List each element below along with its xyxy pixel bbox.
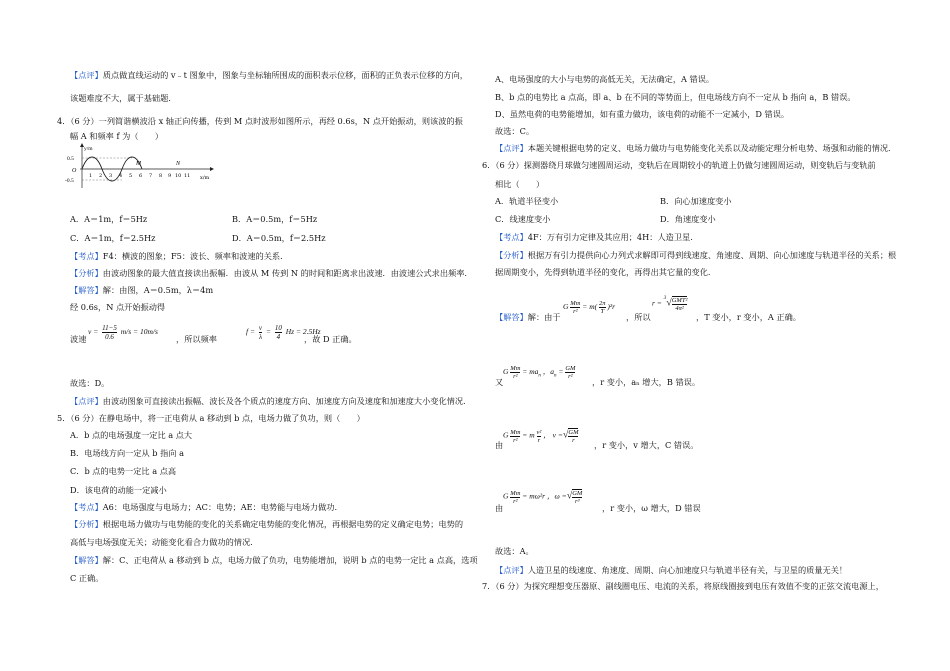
q6-formula-1: G $\frac{Mm}{\text{r²}}$ = m( $\frac{2\pi}{T}$ )²r <box>563 300 616 315</box>
q4-dianping: 【点评】由波动图象可直接读出振幅、波长及各个质点的速度方向、加速度方向及速度和加速度大小变化情况. <box>70 396 466 406</box>
q5-jieda: 【解答】解：C、正电荷从 a 移动到 b 点，电场力做了负功，电势能增加，说明 b 点的电势一定比 a 点高，选项 <box>70 555 478 565</box>
graph-y-tick-top: 0.5 <box>67 156 74 162</box>
question-4-stem-2: 幅 A 和频率 f 为（ ） <box>70 131 164 141</box>
q5-option-d: D．该电荷的动能一定减小 <box>70 485 167 495</box>
q6-dianping: 【点评】人造卫星的线速度、角速度、周期、向心加速度只与轨道半径有关，与卫星的质量无关！ <box>495 565 848 575</box>
q4-option-d: D．A＝0.5m，f＝2.5Hz <box>232 233 326 243</box>
q5-jieda-2: C 正确。 <box>70 573 104 583</box>
q6-answer: 故选：A。 <box>495 546 534 556</box>
graph-x-label: x/m <box>200 175 210 181</box>
q6-jieda: 【解答】解：由于 <box>495 312 561 322</box>
graph-x-tick-3: 3 <box>109 173 113 179</box>
graph-point-m: M <box>136 161 141 167</box>
q6-line3-tail: ，r 变小，v 增大，C 错误。 <box>594 440 699 450</box>
q6-line2-tail: ，r 变小，aₙ 增大，B 错误。 <box>592 377 701 387</box>
freq-label: ，所以频率 <box>176 334 217 344</box>
q4-option-b: B．A＝0.5m，f＝5Hz <box>232 214 318 224</box>
q6-fenxi-2: 据周期变小，先得到轨道半径的变化，再得出其它量的变化. <box>495 267 711 277</box>
wave-graph <box>62 143 222 191</box>
question-5-stem: 5．（6 分）在静电场中，将一正电荷从 a 移动到 b 点，电场力做了负功，则（ ） <box>57 413 365 423</box>
frequency-formula: f = $\frac{v}{\lambda}$ = $\frac{10}{4}$ Hz = 2.5Hz <box>246 324 321 341</box>
graph-x-tick-4: 4 <box>119 173 123 179</box>
q5-analysis-b: B、b 点的电势比 a 点高，即 a、b 在不同的等势面上，但电场线方向不一定从 b 指向 a，B 错误。 <box>495 92 856 102</box>
q4-kaodian: 【考点】F4：横波的图象；F5：波长、频率和波速的关系. <box>70 251 283 261</box>
q4-answer: 故选：D。 <box>70 378 110 388</box>
question-6-stem-2: 相比（ ） <box>495 179 545 189</box>
review-tag: 【点评】 <box>70 70 103 80</box>
q5-answer: 故选：C。 <box>495 126 535 136</box>
q6-you2: 由 <box>495 440 504 450</box>
q6-jieda-tail: ，T 变小，r 变小，A 正确。 <box>696 312 801 322</box>
q4-option-c: C．A＝1m，f＝2.5Hz <box>70 233 156 243</box>
graph-x-tick-1: 1 <box>89 173 93 179</box>
q5-option-b: B．电场线方向一定从 b 指向 a <box>70 448 185 458</box>
wave-speed-label: 波速 <box>70 334 87 344</box>
q6-formula-4: G $\frac{Mm}{\text{r²}}$ = m $\frac{\text{v²}}{r}$ ， v =√ $\frac{GM}{r}$ <box>503 428 579 444</box>
q4-fenxi: 【分析】由波动图象的最大值直接读出振幅．由波从 M 传到 N 的时间和距离求出波速．由波速公式求出频率. <box>70 268 468 278</box>
graph-x-tick-7: 7 <box>149 173 153 179</box>
graph-x-tick-10: 10 <box>175 173 182 179</box>
question-7-stem: 7．（6 分）为探究理想变压器原、副线圈电压、电流的关系，将原线圈接到电压有效值不变的正弦交流电源上， <box>482 581 884 591</box>
question-4-stem: 4．（6 分）一列简谐横波沿 x 轴正向传播，传到 M 点时波形如图所示，再经 0.6s，N 点开始振动，则该波的振 <box>57 116 463 126</box>
q6-formula-3: G $\frac{Mm}{\text{r²}}$ = $ma_n$ ，$a_n$ = $\frac{GM}{\text{r²}}$ <box>503 365 576 380</box>
q4-jieda-2: 经 0.6s，N 点开始振动得 <box>70 302 166 312</box>
graph-y-label: y/m <box>84 146 93 152</box>
wave-speed-formula: v = $\frac{11-5}{0.6}$ m/s = 10m/s <box>88 324 158 341</box>
q6-option-a: A．轨道半径变小 <box>495 196 559 206</box>
q6-you: 又 <box>495 377 504 387</box>
q6-jieda-mid: ，所以 <box>626 312 651 322</box>
graph-origin: O <box>72 168 77 174</box>
q6-you3: 由 <box>495 503 504 513</box>
q5-fenxi-2: 高低与电场强度无关；动能变化看合力做功的情况. <box>70 537 253 547</box>
q5-analysis-d: D、虽然电荷的电势能增加，如有重力做功，该电荷的动能不一定减小，D 错误。 <box>495 109 790 119</box>
q6-kaodian: 【考点】4F：万有引力定律及其应用；4H：人造卫星. <box>495 232 693 242</box>
q6-option-b: B．向心加速度变小 <box>660 196 732 206</box>
graph-x-tick-8: 8 <box>159 173 163 179</box>
graph-x-tick-2: 2 <box>99 173 103 179</box>
q6-fenxi: 【分析】根据万有引力提供向心力列式求解即可得到线速度、角速度、周期、向心加速度与轨道半径的关系；根 <box>495 250 897 260</box>
q4-jieda: 【解答】解：由图，A＝0.5m，λ＝4m <box>70 285 214 295</box>
q6-line4-tail: ，r 变小，ω 增大，D 错误 <box>602 503 701 513</box>
q4-option-a: A．A＝1m，f＝5Hz <box>70 214 148 224</box>
q5-kaodian: 【考点】A6：电场强度与电场力；AC：电势；AE：电势能与电场力做功. <box>70 502 338 512</box>
graph-x-tick-6: 6 <box>139 173 143 179</box>
graph-x-tick-5: 5 <box>129 173 133 179</box>
q5-option-c: C．b 点的电势一定比 a 点高 <box>70 466 177 476</box>
graph-y-tick-bottom: -0.5 <box>65 178 74 184</box>
q6-option-c: C．线速度变小 <box>495 214 551 224</box>
q5-analysis-a: A、电场强度的大小与电势的高低无关，无法确定，A 错误。 <box>495 74 715 84</box>
q5-dianping: 【点评】本题关键根据电势的定义、电场力做功与电势能变化关系以及动能定理分析电势、场强和动能的情况. <box>495 143 891 153</box>
q5-fenxi: 【分析】根据电场力做功与电势能的变化的关系确定电势能的变化情况，再根据电势的定义确定电势；电势的 <box>70 519 464 529</box>
question-6-stem: 6．（6 分）探测器绕月球做匀速圆周运动，变轨后在周期较小的轨道上仍做匀速圆周运动，则变轨后与变轨前 <box>482 160 876 170</box>
graph-x-tick-9: 9 <box>168 173 172 179</box>
graph-point-n: N <box>176 161 181 167</box>
q6-option-d: D．角速度变小 <box>660 214 716 224</box>
q6-formula-5: G $\frac{Mm}{\text{r²}}$ = mω²r ，ω =√ $\frac{GM}{\text{r³}}$ <box>503 489 583 505</box>
graph-x-tick-11: 11 <box>184 173 191 179</box>
q6-formula-2: r = $^3$√ GMT² 4π² <box>652 296 688 312</box>
review-line-1: 【点评】质点做直线运动的 v﹣t 图象中，图象与坐标轴所围成的面积表示位移，面积的正负表示位移的方向， <box>70 70 468 80</box>
freq-tail: ，故 D 正确。 <box>304 334 357 344</box>
review-line-2: 该题难度不大，属于基础题. <box>70 93 171 103</box>
q5-option-a: A．b 点的电场强度一定比 a 点大 <box>70 430 193 440</box>
